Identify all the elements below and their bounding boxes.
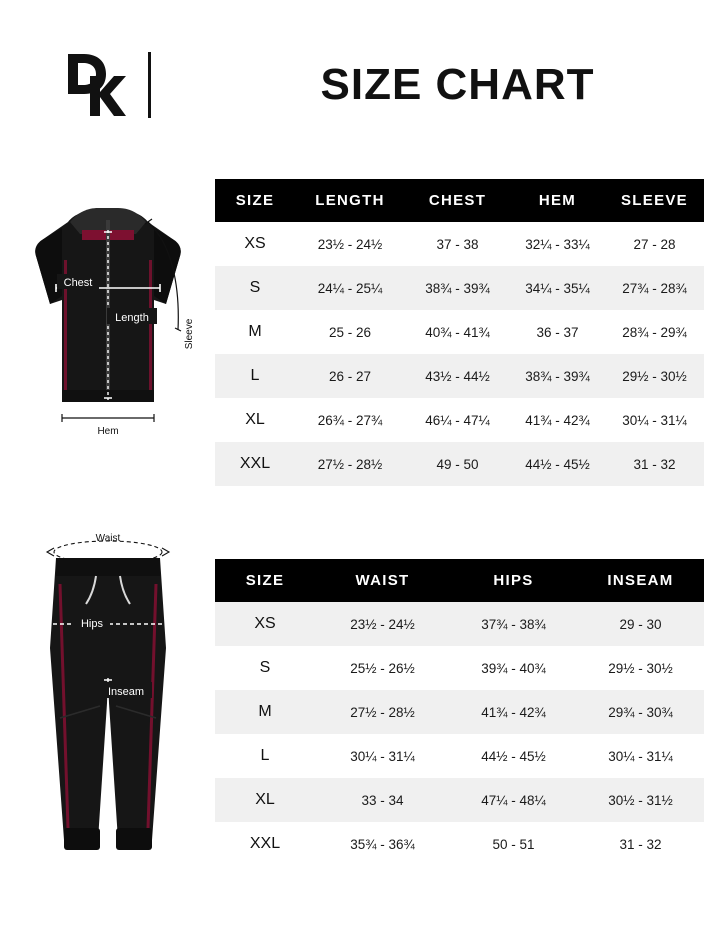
cell-hips: 39¾ - 40¾ bbox=[450, 646, 577, 690]
col-header-length: LENGTH bbox=[295, 179, 405, 222]
cell-hem: 32¼ - 33¼ bbox=[510, 222, 605, 266]
cell-sleeve: 30¼ - 31¼ bbox=[605, 398, 704, 442]
cell-size: M bbox=[215, 690, 315, 734]
table-row bbox=[215, 398, 704, 442]
table-row bbox=[215, 354, 704, 398]
col-header-hips: HIPS bbox=[450, 559, 577, 602]
cell-chest: 38¾ - 39¾ bbox=[405, 266, 510, 310]
jacket-sleeve-label: Sleeve bbox=[184, 318, 195, 350]
table-row bbox=[215, 822, 704, 866]
pants-size-table-wrap bbox=[215, 559, 704, 866]
cell-chest: 37 - 38 bbox=[405, 222, 510, 266]
col-header-hem: HEM bbox=[510, 179, 605, 222]
cell-size: XL bbox=[215, 778, 315, 822]
table-row bbox=[215, 646, 704, 690]
cell-length: 23½ - 24½ bbox=[295, 222, 405, 266]
cell-waist: 35¾ - 36¾ bbox=[315, 822, 450, 866]
pants-inseam-label: Inseam bbox=[107, 686, 145, 698]
cell-inseam: 29 - 30 bbox=[577, 602, 704, 646]
cell-chest: 49 - 50 bbox=[405, 442, 510, 486]
cell-inseam: 31 - 32 bbox=[577, 822, 704, 866]
table-row bbox=[215, 602, 704, 646]
cell-waist: 33 - 34 bbox=[315, 778, 450, 822]
dk-monogram-logo bbox=[64, 50, 126, 120]
cell-size: XS bbox=[215, 602, 315, 646]
table-row bbox=[215, 690, 704, 734]
cell-hips: 41¾ - 42¾ bbox=[450, 690, 577, 734]
brand-logo-wrap bbox=[0, 50, 215, 120]
col-header-chest: CHEST bbox=[405, 179, 510, 222]
col-header-size: SIZE bbox=[215, 559, 315, 602]
jacket-size-table bbox=[215, 179, 704, 486]
cell-inseam: 29¾ - 30¾ bbox=[577, 690, 704, 734]
cell-chest: 46¼ - 47¼ bbox=[405, 398, 510, 442]
cell-sleeve: 27 - 28 bbox=[605, 222, 704, 266]
pants-waist-label: Waist bbox=[95, 533, 121, 544]
cell-hips: 47¼ - 48¼ bbox=[450, 778, 577, 822]
cell-size: XXL bbox=[215, 442, 295, 486]
cell-waist: 27½ - 28½ bbox=[315, 690, 450, 734]
page-header bbox=[0, 40, 720, 130]
pants-hips-label: Hips bbox=[80, 618, 104, 630]
cell-waist: 25½ - 26½ bbox=[315, 646, 450, 690]
cell-size: XS bbox=[215, 222, 295, 266]
cell-sleeve: 28¾ - 29¾ bbox=[605, 310, 704, 354]
jacket-diagram bbox=[8, 200, 208, 450]
cell-size: XL bbox=[215, 398, 295, 442]
cell-chest: 40¾ - 41¾ bbox=[405, 310, 510, 354]
col-header-size: SIZE bbox=[215, 179, 295, 222]
cell-length: 26 - 27 bbox=[295, 354, 405, 398]
cell-size: M bbox=[215, 310, 295, 354]
cell-sleeve: 29½ - 30½ bbox=[605, 354, 704, 398]
cell-hem: 38¾ - 39¾ bbox=[510, 354, 605, 398]
cell-waist: 23½ - 24½ bbox=[315, 602, 450, 646]
jacket-chest-label: Chest bbox=[63, 277, 93, 289]
cell-hem: 34¼ - 35¼ bbox=[510, 266, 605, 310]
table-row bbox=[215, 442, 704, 486]
cell-length: 26¾ - 27¾ bbox=[295, 398, 405, 442]
jacket-length-label: Length bbox=[115, 312, 149, 324]
cell-inseam: 30¼ - 31¼ bbox=[577, 734, 704, 778]
table-row bbox=[215, 734, 704, 778]
cell-length: 27½ - 28½ bbox=[295, 442, 405, 486]
cell-chest: 43½ - 44½ bbox=[405, 354, 510, 398]
page-title: SIZE CHART bbox=[320, 60, 595, 109]
table-row bbox=[215, 266, 704, 310]
header-divider bbox=[148, 52, 151, 118]
cell-size: L bbox=[215, 734, 315, 778]
table-header-row bbox=[215, 559, 704, 602]
col-header-sleeve: SLEEVE bbox=[605, 179, 704, 222]
cell-waist: 30¼ - 31¼ bbox=[315, 734, 450, 778]
cell-size: S bbox=[215, 646, 315, 690]
cell-hem: 36 - 37 bbox=[510, 310, 605, 354]
col-header-inseam: INSEAM bbox=[577, 559, 704, 602]
cell-inseam: 29½ - 30½ bbox=[577, 646, 704, 690]
cell-size: S bbox=[215, 266, 295, 310]
pants-diagram bbox=[8, 528, 208, 878]
cell-inseam: 30½ - 31½ bbox=[577, 778, 704, 822]
table-row bbox=[215, 778, 704, 822]
col-header-waist: WAIST bbox=[315, 559, 450, 602]
cell-length: 24¼ - 25¼ bbox=[295, 266, 405, 310]
table-row bbox=[215, 222, 704, 266]
cell-size: L bbox=[215, 354, 295, 398]
cell-hips: 37¾ - 38¾ bbox=[450, 602, 577, 646]
cell-hips: 50 - 51 bbox=[450, 822, 577, 866]
jacket-hem-label: Hem bbox=[97, 426, 119, 437]
cell-hips: 44½ - 45½ bbox=[450, 734, 577, 778]
table-row bbox=[215, 310, 704, 354]
jacket-size-table-wrap bbox=[215, 179, 704, 486]
cell-sleeve: 27¾ - 28¾ bbox=[605, 266, 704, 310]
cell-hem: 41¾ - 42¾ bbox=[510, 398, 605, 442]
table-header-row bbox=[215, 179, 704, 222]
cell-size: XXL bbox=[215, 822, 315, 866]
cell-length: 25 - 26 bbox=[295, 310, 405, 354]
cell-hem: 44½ - 45½ bbox=[510, 442, 605, 486]
pants-size-table bbox=[215, 559, 704, 866]
cell-sleeve: 31 - 32 bbox=[605, 442, 704, 486]
